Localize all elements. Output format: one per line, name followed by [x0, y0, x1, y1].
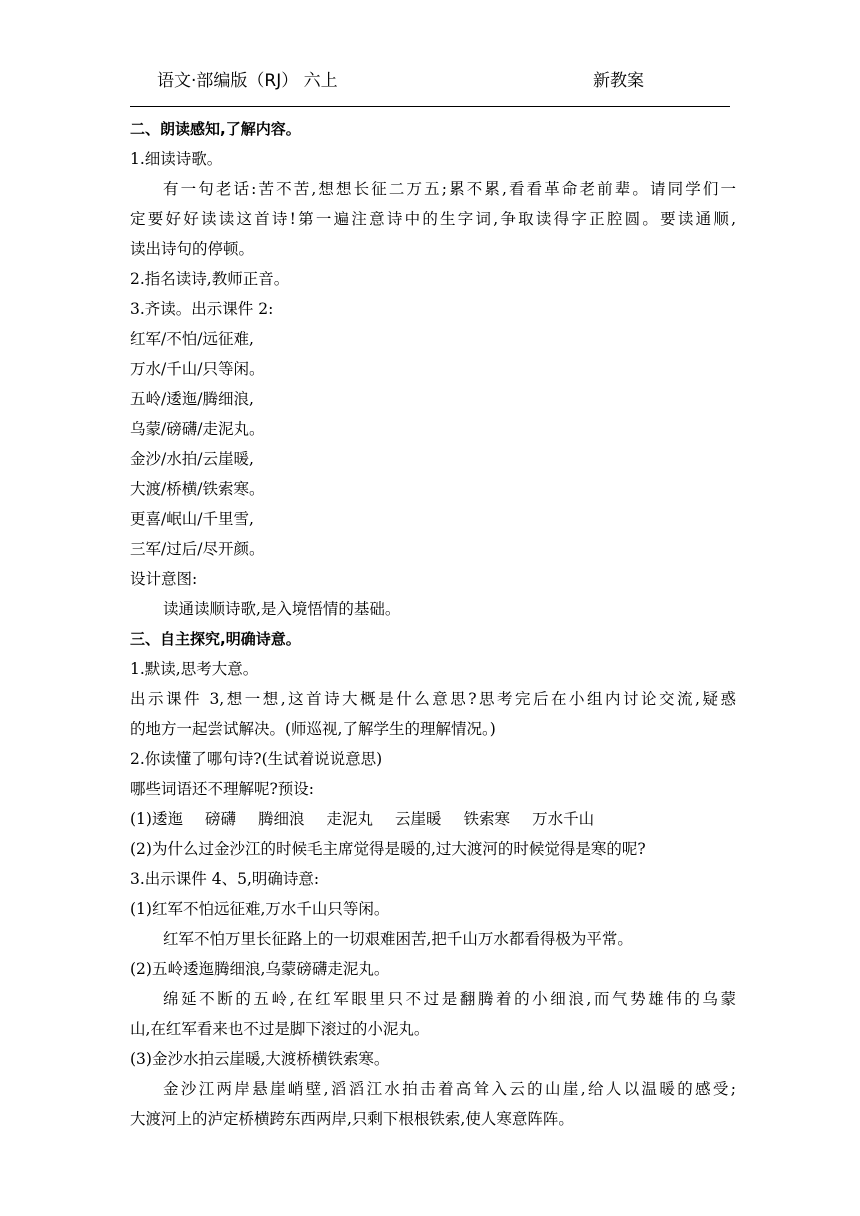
step-heading: 3.齐读。出示课件 2: — [130, 300, 274, 318]
vocab-word: 万水千山 — [532, 810, 595, 828]
document-body — [130, 114, 736, 1134]
poem-line: 红军/不怕/远征难, — [130, 330, 254, 348]
paragraph-line: 读出诗句的停顿。 — [130, 240, 255, 258]
header-divider — [130, 106, 730, 107]
paragraph-line: 山,在红军看来也不过是脚下滚过的小泥丸。 — [130, 1020, 430, 1038]
paragraph-line: (2)为什么过金沙江的时候毛主席觉得是暖的,过大渡河的时候觉得是寒的呢? — [130, 840, 646, 858]
step-heading: 1.默读,思考大意。 — [130, 660, 259, 678]
step-heading: 2.指名读诗,教师正音。 — [130, 270, 290, 288]
vocab-word: 铁索寒 — [463, 810, 511, 828]
paragraph-line: 有一句老话:苦不苦,想想长征二万五;累不累,看看革命老前辈。请同学们一 — [163, 180, 736, 198]
paragraph-line: 哪些词语还不理解呢?预设: — [130, 780, 315, 798]
step-heading: 1.细读诗歌。 — [130, 150, 223, 168]
section-heading-3: 三、自主探究,明确诗意。 — [130, 630, 301, 648]
vocab-word: 磅礴 — [204, 810, 236, 828]
header-subject: 语文·部编版（RJ） 六上 — [157, 71, 338, 91]
verse-heading: (3)金沙水拍云崖暖,大渡桥横铁索寒。 — [130, 1050, 390, 1068]
paragraph-line: 读通读顺诗歌,是入境悟情的基础。 — [163, 600, 401, 618]
paragraph-line: 绵延不断的五岭,在红军眼里只不过是翻腾着的小细浪,而气势雄伟的乌蒙 — [163, 990, 736, 1008]
vocab-word: 逶迤 — [151, 810, 183, 828]
poem-line: 乌蒙/磅礴/走泥丸。 — [130, 420, 265, 438]
paragraph-line: 金沙江两岸悬崖峭壁,滔滔江水拍击着高耸入云的山崖,给人以温暖的感受; — [163, 1080, 736, 1098]
step-heading: 2.你读懂了哪句诗?(生试着说说意思) — [130, 750, 383, 768]
poem-line: 万水/千山/只等闲。 — [130, 360, 265, 378]
poem-line: 三军/过后/尽开颜。 — [130, 540, 265, 558]
poem-line: 大渡/桥横/铁索寒。 — [130, 480, 265, 498]
step-heading: 3.出示课件 4、5,明确诗意: — [130, 870, 320, 888]
verse-heading: (1)红军不怕远征难,万水千山只等闲。 — [130, 900, 390, 918]
vocab-word: 云崖暖 — [395, 810, 442, 828]
header-doc-type: 新教案 — [593, 71, 644, 91]
paragraph-line: 出示课件 3,想一想,这首诗大概是什么意思?思考完后在小组内讨论交流,疑惑 — [130, 690, 736, 708]
poem-line: 五岭/逶迤/腾细浪, — [130, 390, 254, 408]
design-intent-label: 设计意图: — [130, 570, 198, 588]
poem-line: 金沙/水拍/云崖暖, — [130, 450, 254, 468]
section-heading-2: 二、朗读感知,了解内容。 — [130, 120, 301, 138]
poem-line: 更喜/岷山/千里雪, — [130, 510, 254, 528]
paragraph-line: 的地方一起尝试解决。(师巡视,了解学生的理解情况。) — [130, 720, 496, 738]
page-header — [0, 62, 860, 92]
vocab-prefix: (1) — [130, 810, 152, 828]
paragraph-line: 红军不怕万里长征路上的一切艰难困苦,把千山万水都看得极为平常。 — [163, 930, 633, 948]
paragraph-line: 定要好好读读这首诗!第一遍注意诗中的生字词,争取读得字正腔圆。要读通顺, — [130, 210, 736, 228]
vocab-word: 走泥丸 — [326, 810, 374, 828]
verse-heading: (2)五岭逶迤腾细浪,乌蒙磅礴走泥丸。 — [130, 960, 390, 978]
vocab-list — [130, 804, 736, 834]
vocab-word: 腾细浪 — [258, 810, 305, 828]
paragraph-line: 大渡河上的泸定桥横跨东西两岸,只剩下根根铁索,使人寒意阵阵。 — [130, 1110, 574, 1128]
